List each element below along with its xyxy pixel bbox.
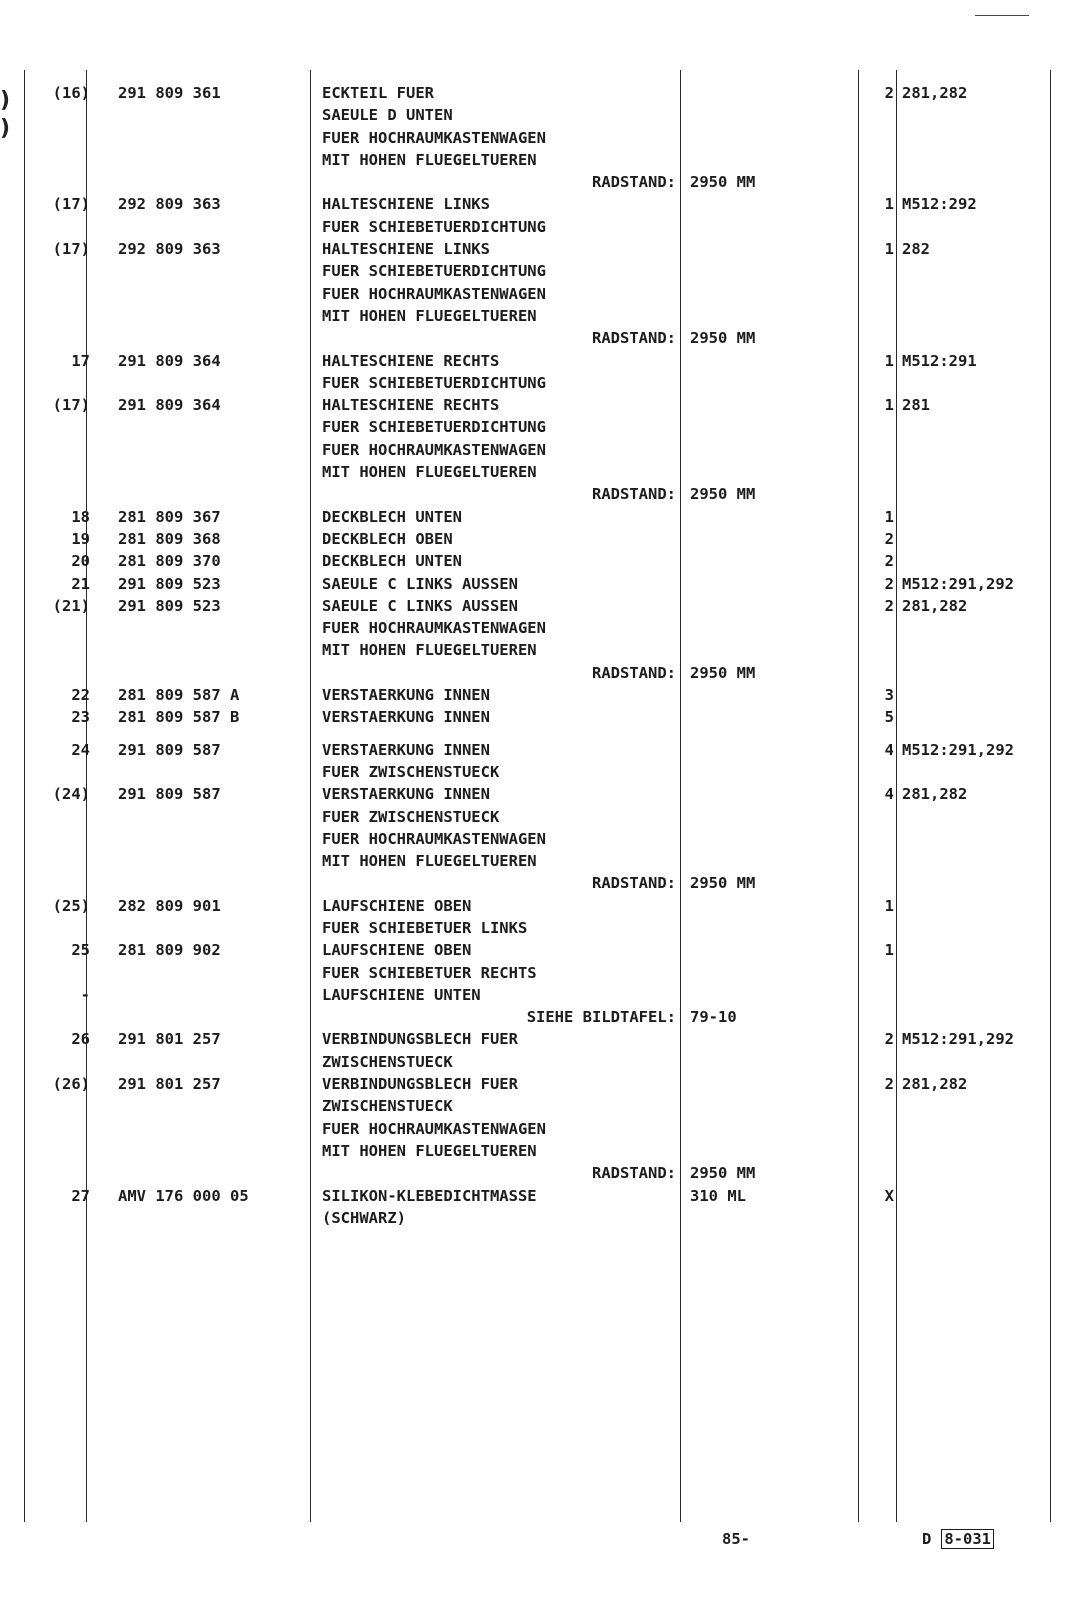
table-row	[0, 872, 1081, 894]
table-row	[0, 1185, 1081, 1207]
table-row	[0, 506, 1081, 528]
model-cell: M512:291,292	[902, 740, 1014, 759]
quantity-cell: 1	[884, 195, 894, 214]
table-row	[0, 283, 1081, 305]
part-number-cell: 291 809 361	[118, 84, 221, 102]
description-label-cell: RADSTAND:	[592, 485, 676, 504]
position-cell: 18	[71, 507, 90, 526]
table-row	[0, 260, 1081, 282]
description-cell: MIT HOHEN FLUEGELTUEREN	[322, 852, 537, 871]
quantity-cell: 2	[884, 574, 894, 593]
table-row	[0, 305, 1081, 327]
page-code	[922, 1530, 994, 1548]
quantity-cell: 1	[884, 351, 894, 370]
table-row	[0, 684, 1081, 706]
position-cell: 19	[71, 529, 90, 548]
position-cell: 26	[71, 1030, 90, 1049]
table-row	[0, 984, 1081, 1006]
description-cell: FUER SCHIEBETUERDICHTUNG	[322, 262, 546, 281]
description-cell: DECKBLECH UNTEN	[322, 552, 462, 571]
position-cell: 20	[71, 552, 90, 571]
table-row	[0, 828, 1081, 850]
table-row	[0, 550, 1081, 572]
description-cell: VERSTAERKUNG INNEN	[322, 740, 490, 759]
part-number-cell: 291 809 587	[118, 740, 221, 759]
description-cell: LAUFSCHIENE OBEN	[322, 941, 472, 960]
table-row	[0, 850, 1081, 872]
quantity-cell: 1	[884, 896, 894, 915]
model-cell: M512:291,292	[902, 1030, 1014, 1049]
description-cell: SILIKON-KLEBEDICHTMASSE	[322, 1186, 537, 1205]
table-row	[0, 962, 1081, 984]
row-gap	[0, 729, 1081, 739]
description-cell: FUER SCHIEBETUERDICHTUNG	[322, 217, 546, 236]
table-row	[0, 939, 1081, 961]
description-cell: MIT HOHEN FLUEGELTUEREN	[322, 641, 537, 660]
description-cell: HALTESCHIENE LINKS	[322, 240, 490, 259]
model-cell: 281,282	[902, 596, 968, 615]
table-row	[0, 595, 1081, 617]
description-cell: VERBINDUNGSBLECH FUER	[322, 1030, 518, 1049]
quantity-cell: 1	[884, 507, 894, 526]
table-row	[0, 394, 1081, 416]
table-row	[0, 1095, 1081, 1117]
model-cell: M512:292	[902, 195, 977, 214]
description-label-cell: SIEHE BILDTAFEL:	[526, 1008, 676, 1027]
part-number-cell: 281 809 368	[118, 529, 221, 548]
table-row	[0, 739, 1081, 761]
remark-cell: 2950 MM	[690, 663, 756, 682]
table-row	[0, 1073, 1081, 1095]
description-cell: FUER HOCHRAUMKASTENWAGEN	[322, 829, 546, 848]
description-cell: SAEULE C LINKS AUSSEN	[322, 596, 518, 615]
part-number-cell: 281 809 587 A	[118, 686, 240, 705]
position-cell: 23	[71, 708, 90, 727]
quantity-cell: 2	[884, 529, 894, 548]
description-cell: ECKTEIL FUER	[322, 84, 434, 102]
position-cell: 27	[71, 1186, 90, 1205]
model-cell: 281,282	[902, 785, 968, 804]
description-cell: FUER ZWISCHENSTUECK	[322, 762, 500, 781]
edge-mark-top: )	[0, 88, 11, 113]
table-row	[0, 761, 1081, 783]
table-row	[0, 483, 1081, 505]
description-cell: HALTESCHIENE RECHTS	[322, 351, 500, 370]
part-number-cell: 281 809 370	[118, 552, 221, 571]
quantity-cell: 2	[884, 552, 894, 571]
quantity-cell: 1	[884, 240, 894, 259]
model-cell: 282	[902, 240, 930, 259]
description-cell: VERBINDUNGSBLECH FUER	[322, 1075, 518, 1094]
part-number-cell: 291 809 587	[118, 785, 221, 804]
remark-cell: 2950 MM	[690, 485, 756, 504]
description-cell: FUER SCHIEBETUER RECHTS	[322, 963, 537, 982]
page-number: 85-	[722, 1530, 750, 1548]
part-number-cell: 282 809 901	[118, 896, 221, 915]
model-cell: M512:291,292	[902, 574, 1014, 593]
position-cell: 22	[71, 686, 90, 705]
description-cell: FUER HOCHRAUMKASTENWAGEN	[322, 284, 546, 303]
table-row	[0, 1162, 1081, 1184]
description-cell: ZWISCHENSTUECK	[322, 1052, 453, 1071]
description-cell: FUER SCHIEBETUER LINKS	[322, 918, 528, 937]
model-cell: 281,282	[902, 84, 968, 102]
table-row	[0, 216, 1081, 238]
description-cell: DECKBLECH UNTEN	[322, 507, 462, 526]
top-rule	[975, 15, 1029, 16]
description-label-cell: RADSTAND:	[592, 663, 676, 682]
description-cell: LAUFSCHIENE OBEN	[322, 896, 472, 915]
remark-cell: 310 ML	[690, 1186, 746, 1205]
remark-cell: 79-10	[690, 1008, 737, 1027]
quantity-cell: 4	[884, 785, 894, 804]
table-row	[0, 171, 1081, 193]
description-cell: VERSTAERKUNG INNEN	[322, 785, 490, 804]
part-number-cell: 291 809 364	[118, 396, 221, 415]
model-cell: 281	[902, 396, 930, 415]
position-cell: 24	[71, 740, 90, 759]
part-number-cell: 291 801 257	[118, 1030, 221, 1049]
remark-cell: 2950 MM	[690, 173, 756, 192]
table-row	[0, 372, 1081, 394]
position-cell: (24)	[52, 785, 90, 804]
table-row	[0, 1028, 1081, 1050]
table-row	[0, 1051, 1081, 1073]
part-number-cell: AMV 176 000 05	[118, 1186, 249, 1205]
table-row	[0, 439, 1081, 461]
description-cell: HALTESCHIENE RECHTS	[322, 396, 500, 415]
description-cell: FUER ZWISCHENSTUECK	[322, 807, 500, 826]
quantity-cell: 3	[884, 686, 894, 705]
position-cell: (21)	[52, 596, 90, 615]
table-row	[0, 528, 1081, 550]
quantity-cell: 2	[884, 596, 894, 615]
position-cell: -	[80, 985, 90, 1004]
quantity-cell: 2	[884, 1075, 894, 1094]
table-row	[0, 127, 1081, 149]
description-cell: DECKBLECH OBEN	[322, 529, 453, 548]
table-row	[0, 1006, 1081, 1028]
model-cell: 281,282	[902, 1075, 968, 1094]
quantity-cell: 1	[884, 396, 894, 415]
table-row	[0, 1140, 1081, 1162]
table-row	[0, 416, 1081, 438]
table-row	[0, 1118, 1081, 1140]
model-cell: M512:291	[902, 351, 977, 370]
language-code: D	[922, 1530, 932, 1548]
table-row	[0, 350, 1081, 372]
table-row	[0, 917, 1081, 939]
table-row	[0, 327, 1081, 349]
position-cell: (17)	[52, 195, 90, 214]
part-number-cell: 281 809 902	[118, 941, 221, 960]
description-cell: FUER SCHIEBETUERDICHTUNG	[322, 418, 546, 437]
description-cell: VERSTAERKUNG INNEN	[322, 708, 490, 727]
part-number-cell: 291 801 257	[118, 1075, 221, 1094]
description-cell: MIT HOHEN FLUEGELTUEREN	[322, 463, 537, 482]
table-row	[0, 639, 1081, 661]
description-cell: MIT HOHEN FLUEGELTUEREN	[322, 150, 537, 169]
table-row	[0, 238, 1081, 260]
description-cell: MIT HOHEN FLUEGELTUEREN	[322, 1141, 537, 1160]
description-label-cell: RADSTAND:	[592, 329, 676, 348]
quantity-cell: 1	[884, 941, 894, 960]
part-number-cell: 291 809 364	[118, 351, 221, 370]
part-number-cell: 292 809 363	[118, 240, 221, 259]
position-cell: (17)	[52, 240, 90, 259]
description-cell: FUER HOCHRAUMKASTENWAGEN	[322, 1119, 546, 1138]
description-cell: FUER HOCHRAUMKASTENWAGEN	[322, 619, 546, 638]
table-row	[0, 662, 1081, 684]
description-cell: FUER HOCHRAUMKASTENWAGEN	[322, 128, 546, 147]
position-cell: 17	[71, 351, 90, 370]
part-number-cell: 291 809 523	[118, 596, 221, 615]
table-row	[0, 149, 1081, 171]
description-cell: ZWISCHENSTUECK	[322, 1097, 453, 1116]
position-cell: (25)	[52, 896, 90, 915]
position-cell: 21	[71, 574, 90, 593]
remark-cell: 2950 MM	[690, 874, 756, 893]
table-row	[0, 573, 1081, 595]
description-cell: MIT HOHEN FLUEGELTUEREN	[322, 306, 537, 325]
remark-cell: 2950 MM	[690, 1164, 756, 1183]
table-row	[0, 1207, 1081, 1229]
parts-table	[0, 82, 1081, 1229]
quantity-cell: 5	[884, 708, 894, 727]
table-row	[0, 461, 1081, 483]
description-cell: FUER SCHIEBETUERDICHTUNG	[322, 373, 546, 392]
table-row	[0, 806, 1081, 828]
description-label-cell: RADSTAND:	[592, 874, 676, 893]
description-cell: SAEULE D UNTEN	[322, 106, 453, 125]
quantity-cell: X	[884, 1186, 894, 1205]
table-row	[0, 783, 1081, 805]
table-row	[0, 193, 1081, 215]
description-cell: VERSTAERKUNG INNEN	[322, 686, 490, 705]
table-row	[0, 104, 1081, 126]
position-cell: 25	[71, 941, 90, 960]
quantity-cell: 4	[884, 740, 894, 759]
description-cell: SAEULE C LINKS AUSSEN	[322, 574, 518, 593]
table-row	[0, 895, 1081, 917]
position-cell: (26)	[52, 1075, 90, 1094]
part-number-cell: 291 809 523	[118, 574, 221, 593]
description-cell: HALTESCHIENE LINKS	[322, 195, 490, 214]
description-label-cell: RADSTAND:	[592, 1164, 676, 1183]
description-cell: (SCHWARZ)	[322, 1208, 406, 1227]
table-row	[0, 617, 1081, 639]
quantity-cell: 2	[884, 84, 894, 102]
quantity-cell: 2	[884, 1030, 894, 1049]
table-row	[0, 706, 1081, 728]
remark-cell: 2950 MM	[690, 329, 756, 348]
section-code: 8-031	[941, 1529, 994, 1549]
description-label-cell: RADSTAND:	[592, 173, 676, 192]
description-cell: LAUFSCHIENE UNTEN	[322, 985, 481, 1004]
part-number-cell: 281 809 367	[118, 507, 221, 526]
edge-mark-bottom: )	[0, 116, 11, 141]
position-cell: (17)	[52, 396, 90, 415]
description-cell: FUER HOCHRAUMKASTENWAGEN	[322, 440, 546, 459]
position-cell: (16)	[52, 84, 90, 102]
part-number-cell: 292 809 363	[118, 195, 221, 214]
table-row	[0, 82, 1081, 104]
part-number-cell: 281 809 587 B	[118, 708, 240, 727]
